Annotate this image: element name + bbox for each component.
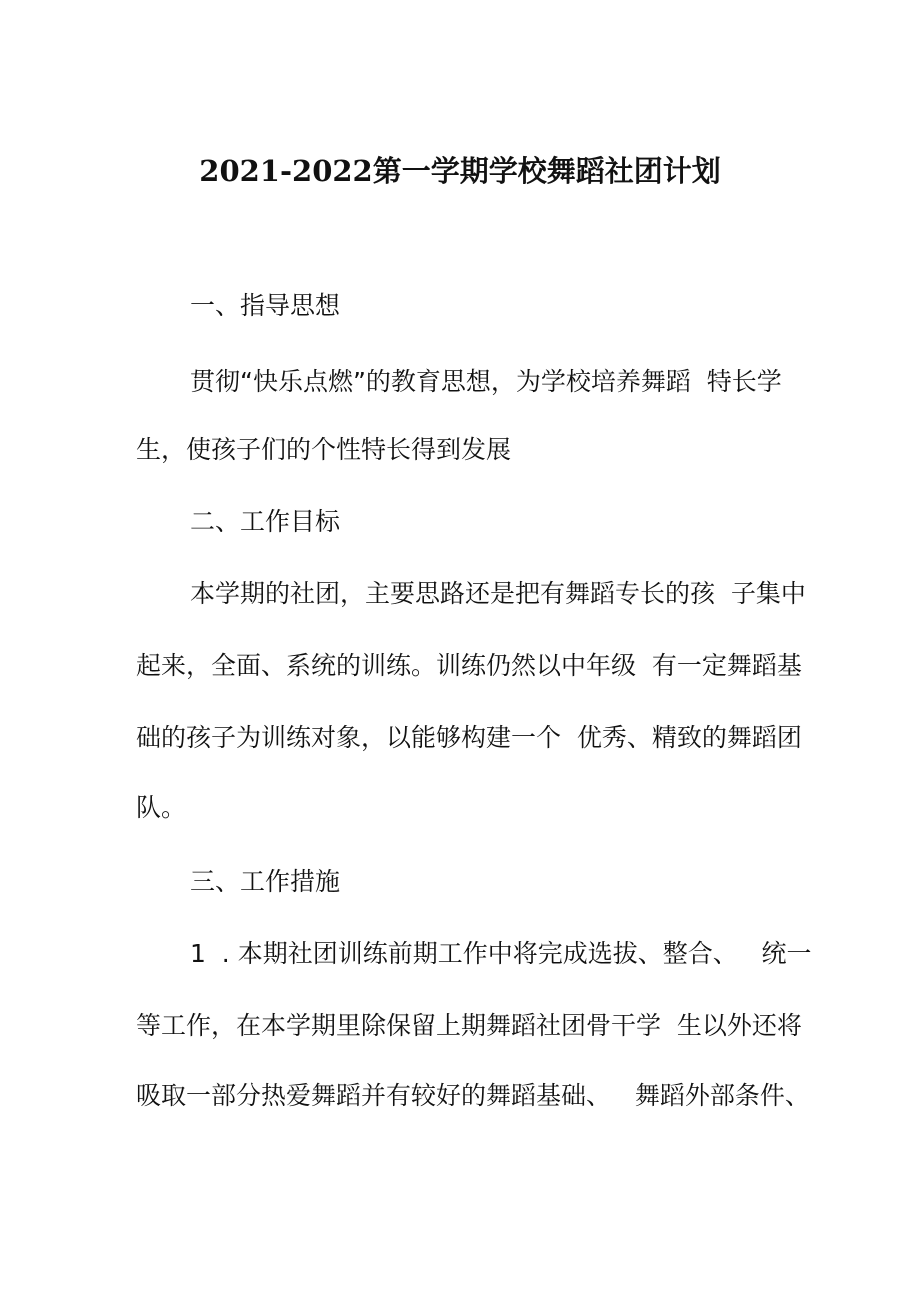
paragraph-line: 等工作，在本学期里除保留上期舞蹈社团骨干学 生以外还将 <box>136 1011 802 1040</box>
paragraph-line: 贯彻“快乐点燃”的教育思想，为学校培养舞蹈 特长学 <box>190 367 782 396</box>
paragraph-line: 吸取一部分热爱舞蹈并有较好的舞蹈基础、 舞蹈外部条件、 <box>136 1081 810 1110</box>
document-title: 2021-2022第一学期学校舞蹈社团计划 <box>199 154 721 188</box>
section-heading-guiding-ideology: 一、指导思想 <box>190 291 341 320</box>
section-heading-work-measures: 三、工作措施 <box>190 867 341 896</box>
paragraph-line: 1 . 本期社团训练前期工作中将完成选拔、整合、 统一 <box>190 939 812 968</box>
paragraph-line: 生，使孩子们的个性特长得到发展 <box>136 435 512 464</box>
paragraph-line: 队。 <box>136 793 187 822</box>
paragraph-line: 本学期的社团，主要思路还是把有舞蹈专长的孩 子集中 <box>190 579 806 608</box>
paragraph-line: 起来，全面、系统的训练。训练仍然以中年级 有一定舞蹈基 <box>136 651 802 680</box>
paragraph-line: 础的孩子为训练对象，以能够构建一个 优秀、精致的舞蹈团 <box>136 723 802 752</box>
section-heading-work-goals: 二、工作目标 <box>190 507 341 536</box>
